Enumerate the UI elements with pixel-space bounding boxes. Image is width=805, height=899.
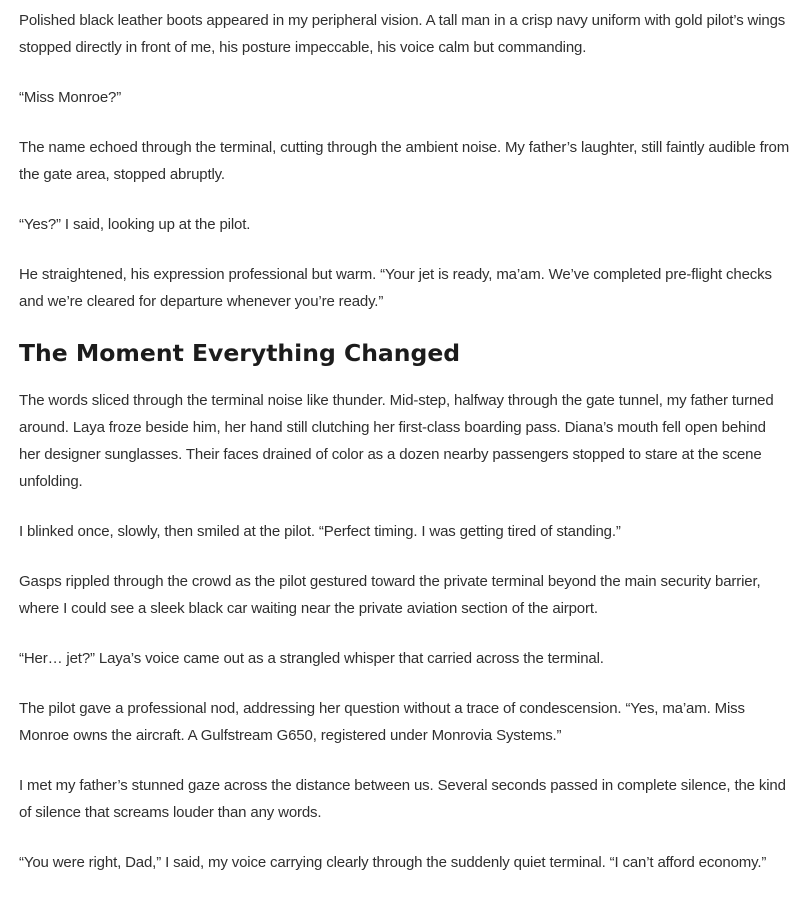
story-paragraph: Gasps rippled through the crowd as the pilot gestured toward the private terminal beyond the main security barrier, where I could see a sleek black car waiting near the private aviation section of the airport. [19, 573, 761, 617]
story-paragraph: Polished black leather boots appeared in my peripheral vision. A tall man in a crisp navy uniform with gold pilot’s wings stopped directly in front of me, his posture impeccable, his voice calm but commanding. [19, 12, 786, 56]
story-paragraph: “Her… jet?” Laya’s voice came out as a strangled whisper that carried across the terminal. [19, 650, 604, 667]
story-paragraph: The words sliced through the terminal noise like thunder. Mid-step, halfway through the gate tunnel, my father turned around. Laya froze beside him, her hand still clutching her first-class boarding pass. Diana’s mouth fell open behind her designer sunglasses. Their faces drained of color as a dozen nearby passengers stopped to stare at the scene unfolding. [19, 392, 774, 490]
article-body [19, 7, 791, 899]
story-paragraph: I blinked once, slowly, then smiled at the pilot. “Perfect timing. I was getting tired of standing.” [19, 523, 621, 540]
story-paragraph: He straightened, his expression professional but warm. “Your jet is ready, ma’am. We’ve completed pre-flight checks and we’re cleared for departure whenever you’re ready.” [19, 266, 772, 310]
story-paragraph: The pilot gave a professional nod, addressing her question without a trace of condescension. “Yes, ma’am. Miss Monroe owns the aircraft. A Gulfstream G650, registered under Monrovia Systems.” [19, 700, 745, 744]
story-paragraph: “Miss Monroe?” [19, 89, 122, 106]
story-paragraph: I met my father’s stunned gaze across the distance between us. Several seconds passed in complete silence, the kind of silence that screams louder than any words. [19, 777, 786, 821]
story-paragraph: “Yes?” I said, looking up at the pilot. [19, 216, 251, 233]
story-paragraph: The name echoed through the terminal, cutting through the ambient noise. My father’s laughter, still faintly audible from the gate area, stopped abruptly. [19, 139, 790, 183]
story-paragraph: “You were right, Dad,” I said, my voice carrying clearly through the suddenly quiet terminal. “I can’t afford economy.” [19, 854, 767, 871]
section-heading: The Moment Everything Changed [19, 339, 461, 367]
